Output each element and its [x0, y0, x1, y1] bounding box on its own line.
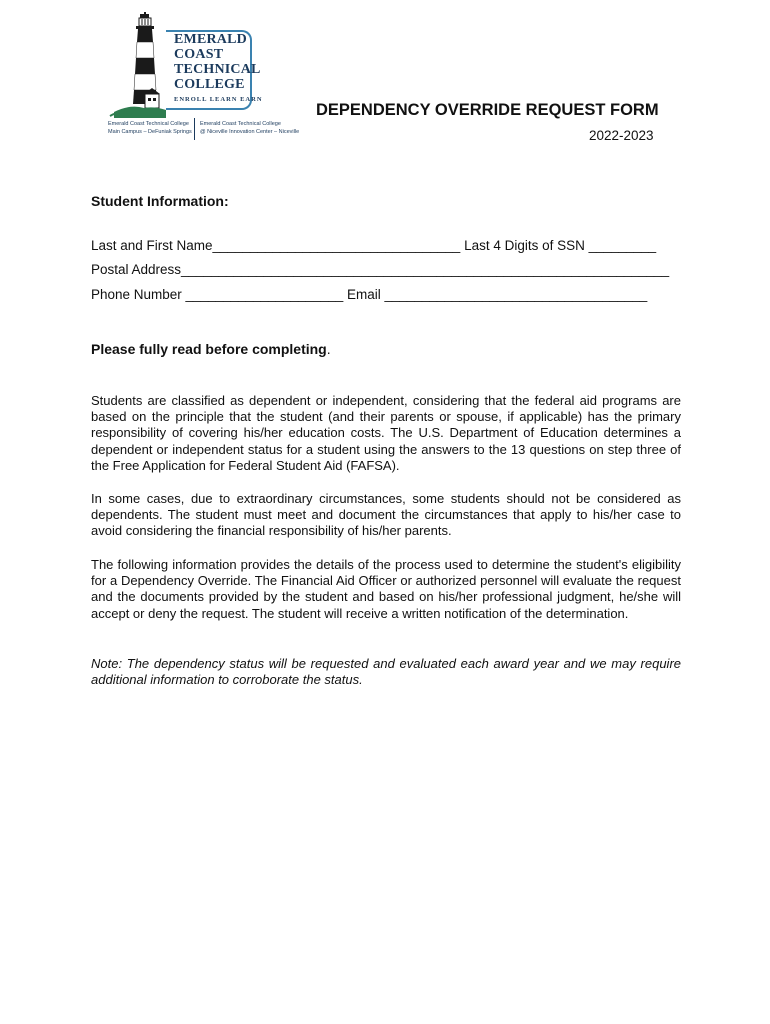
note-paragraph: Note: The dependency status will be requested and evaluated each award year and we may require additional information to corroborate the status. [91, 656, 681, 688]
campus-main-location: Main Campus – DeFuniak Springs [108, 129, 192, 135]
logo-tagline: ENROLL LEARN EARN [174, 96, 263, 103]
instructions-heading [91, 341, 331, 357]
instructions-heading-text: Please fully read before completing [91, 341, 327, 357]
college-logo [100, 8, 310, 140]
campus-main-name: Emerald Coast Technical College [108, 121, 189, 127]
name-ssn-line: Last and First Name_________________________________ Last 4 Digits of SSN _________ [91, 238, 657, 253]
campus-niceville-location: @ Niceville Innovation Center – Niceville [200, 129, 300, 135]
instructions-heading-period: . [326, 341, 331, 357]
logo-campus-main [108, 120, 192, 136]
form-year: 2022-2023 [589, 128, 654, 143]
logo-campus-niceville [200, 120, 299, 136]
form-title: DEPENDENCY OVERRIDE REQUEST FORM [316, 101, 659, 119]
phone-email-line: Phone Number _____________________ Email ___________________________________ [91, 287, 648, 302]
logo-name-line-3: TECHNICAL [174, 62, 261, 77]
paragraph-classification: Students are classified as dependent or independent, considering that the federal aid programs are based on the principle that the student (and their parents or spouse, if applicable) has the primary responsibility of covering his/her education costs. The U.S. Department of Education determines a dependent or independent status for a student using the answers to the 13 questions on step three of the Free Application for Federal Student Aid (FAFSA). [91, 393, 681, 473]
logo-name-line-2: COAST [174, 47, 224, 62]
campus-niceville-name: Emerald Coast Technical College [200, 121, 281, 127]
logo-name-line-4: COLLEGE [174, 77, 245, 92]
logo-name-line-1: EMERALD [174, 32, 247, 47]
postal-address-line: Postal Address_________________________________________________________________ [91, 262, 670, 277]
lighthouse-icon [100, 8, 170, 118]
logo-divider [194, 118, 195, 140]
paragraph-process: The following information provides the details of the process used to determine the student's eligibility for a Dependency Override. The Financial Aid Officer or authorized personnel will evaluate the request and the documents provided by the student and based on his/her professional judgment, he/she will accept or deny the request. The student will receive a written notification of the determination. [91, 557, 681, 621]
logo-name [174, 32, 314, 92]
student-info-heading: Student Information: [91, 193, 229, 209]
paragraph-extraordinary: In some cases, due to extraordinary circumstances, some students should not be considered as dependents. The student must meet and document the circumstances that apply to his/her case to avoid considering the financial responsibility of his/her parents. [91, 491, 681, 539]
